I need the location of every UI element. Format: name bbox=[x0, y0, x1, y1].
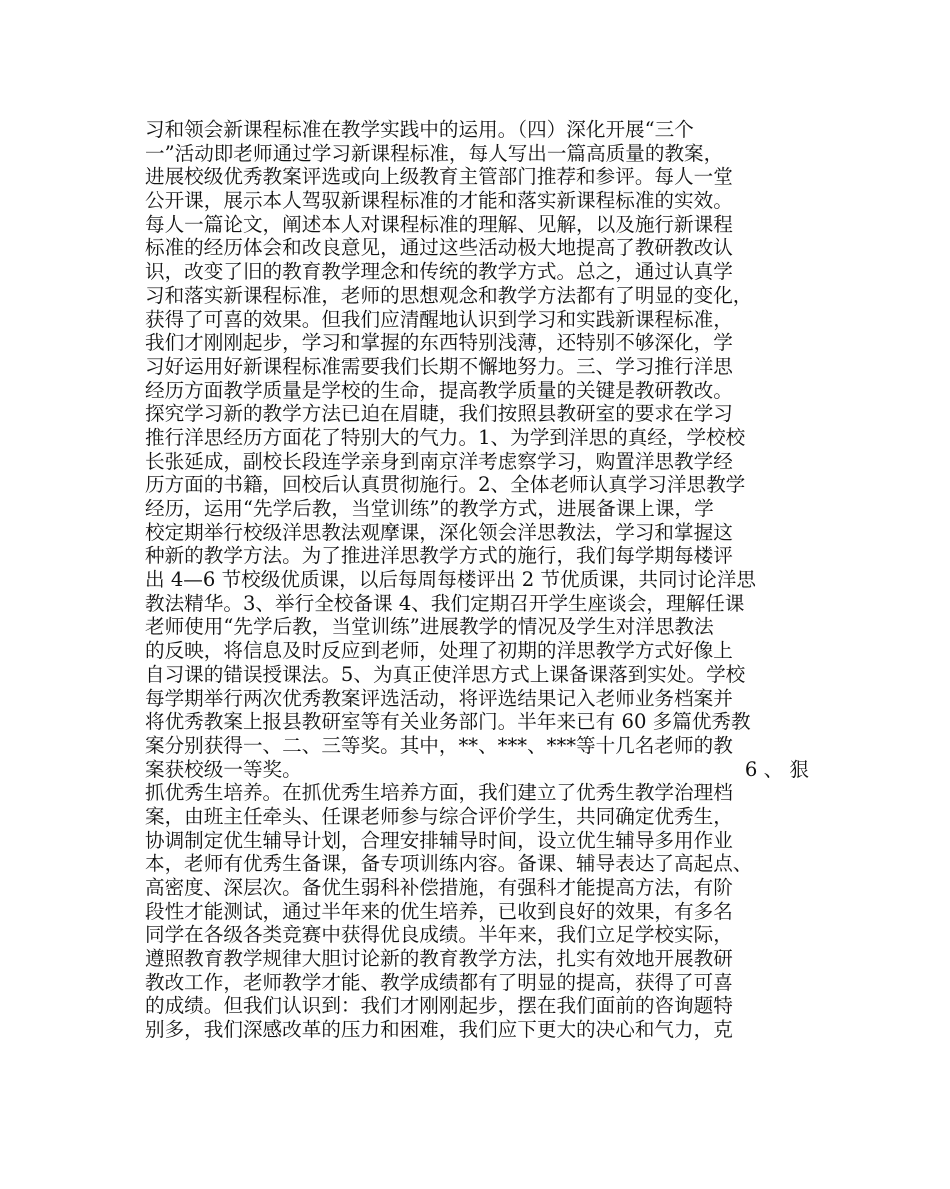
text-line: 长张延成，副校长段连学亲身到南京洋考虑察学习，购置洋思教学经 bbox=[145, 449, 733, 473]
text-line: 抓优秀生培养。在抓优秀生培养方面，我们建立了优秀生教学治理档 bbox=[145, 781, 733, 805]
text-line: 案分别获得一、二、三等奖。其中，**、***、***等十几名老师的教 bbox=[145, 733, 733, 757]
text-line: 识，改变了旧的教育教学理念和传统的教学方式。总之，通过认真学 bbox=[145, 260, 733, 284]
text-line: 习和落实新课程标准，老师的思想观念和教学方法都有了明显的变化， bbox=[145, 283, 753, 307]
text-line: 每人一篇论文，阐述本人对课程标准的理解、见解，以及施行新课程 bbox=[145, 212, 733, 236]
text-line: 习好运用好新课程标准需要我们长期不懈地努力。三、学习推行洋思 bbox=[145, 354, 733, 378]
text-line: 标准的经历体会和改良意见，通过这些活动极大地提高了教研教改认 bbox=[145, 236, 733, 260]
text-line: 协调制定优生辅导计划，合理安排辅导时间，设立优生辅导多用作业 bbox=[145, 828, 733, 852]
text-line: 校定期举行校级洋思教法观摩课，深化领会洋思教法，学习和掌握这 bbox=[145, 520, 733, 544]
text-line: 探究学习新的教学方法已迫在眉睫，我们按照县教研室的要求在学习 bbox=[145, 402, 733, 426]
text-line: 段性才能测试，通过半年来的优生培养，已收到良好的效果，有多名 bbox=[145, 899, 733, 923]
text-line: 老师使用“先学后教，当堂训练”进展教学的情况及学生对洋思教法 bbox=[145, 615, 714, 639]
split-line-left: 案获校级一等奖。 bbox=[145, 757, 302, 781]
text-line: 的反映，将信息及时反应到老师，处理了初期的洋思教学方式好像上 bbox=[145, 639, 733, 663]
text-line: 每学期举行两次优秀教案评选活动，将评选结果记入老师业务档案并 bbox=[145, 686, 733, 710]
text-line: 种新的教学方法。为了推进洋思教学方式的施行，我们每学期每楼评 bbox=[145, 544, 733, 568]
text-line: 遵照教育教学规律大胆讨论新的教育教学方法，扎实有效地开展教研 bbox=[145, 947, 733, 971]
text-line: 别多，我们深感改革的压力和困难，我们应下更大的决心和气力，克 bbox=[145, 1018, 733, 1042]
split-text-line bbox=[145, 758, 809, 782]
text-line: 自习课的错误授课法。5、为真正使洋思方式上课备课落到实处。学校 bbox=[145, 662, 746, 686]
text-line: 本，老师有优秀生备课，备专项训练内容。备课、辅导表达了高起点、 bbox=[145, 852, 753, 876]
text-line: 同学在各级各类竞赛中获得优良成绩。半年来，我们立足学校实际， bbox=[145, 923, 733, 947]
text-line: 将优秀教案上报县教研室等有关业务部门。半年来已有 60 多篇优秀教 bbox=[145, 710, 751, 734]
split-line-right: 6 、 狠 bbox=[744, 757, 809, 781]
text-line: 获得了可喜的效果。但我们应清醒地认识到学习和实践新课程标准， bbox=[145, 307, 733, 331]
text-line: 案，由班主任牵头、任课老师参与综合评价学生，共同确定优秀生， bbox=[145, 804, 733, 828]
text-line: 一”活动即老师通过学习新课程标准，每人写出一篇高质量的教案， bbox=[145, 141, 724, 165]
text-line: 我们才刚刚起步，学习和掌握的东西特别浅薄，还特别不够深化，学 bbox=[145, 331, 733, 355]
text-line: 公开课，展示本人驾驭新课程标准的才能和落实新课程标准的实效。 bbox=[145, 189, 733, 213]
text-line: 习和领会新课程标准在教学实践中的运用。（四）深化开展“三个 bbox=[145, 118, 694, 141]
body-text bbox=[145, 118, 809, 1042]
text-line: 历方面的书籍，回校后认真贯彻施行。2、全体老师认真学习洋思教学 bbox=[145, 473, 746, 497]
text-line: 高密度、深层次。备优生弱科补偿措施，有强科才能提高方法，有阶 bbox=[145, 876, 733, 899]
text-line: 出 4—6 节校级优质课，以后每周每楼评出 2 节优质课，共同讨论洋思 bbox=[145, 568, 756, 592]
text-line: 推行洋思经历方面花了特别大的气力。1、为学到洋思的真经，学校校 bbox=[145, 425, 746, 449]
text-line: 进展校级优秀教案评选或向上级教育主管部门推荐和参评。每人一堂 bbox=[145, 165, 733, 189]
text-line: 经历，运用“先学后教，当堂训练”的教学方式，进展备课上课，学 bbox=[145, 497, 714, 520]
text-line: 教改工作，老师教学才能、教学成绩都有了明显的提高，获得了可喜 bbox=[145, 970, 733, 994]
text-line: 教法精华。3、举行全校备课 4、我们定期召开学生座谈会，理解任课 bbox=[145, 591, 745, 615]
text-line: 经历方面教学质量是学校的生命，提高教学质量的关键是教研教改。 bbox=[145, 378, 733, 402]
text-line: 的成绩。但我们认识到：我们才刚刚起步，摆在我们面前的咨询题特 bbox=[145, 994, 733, 1018]
